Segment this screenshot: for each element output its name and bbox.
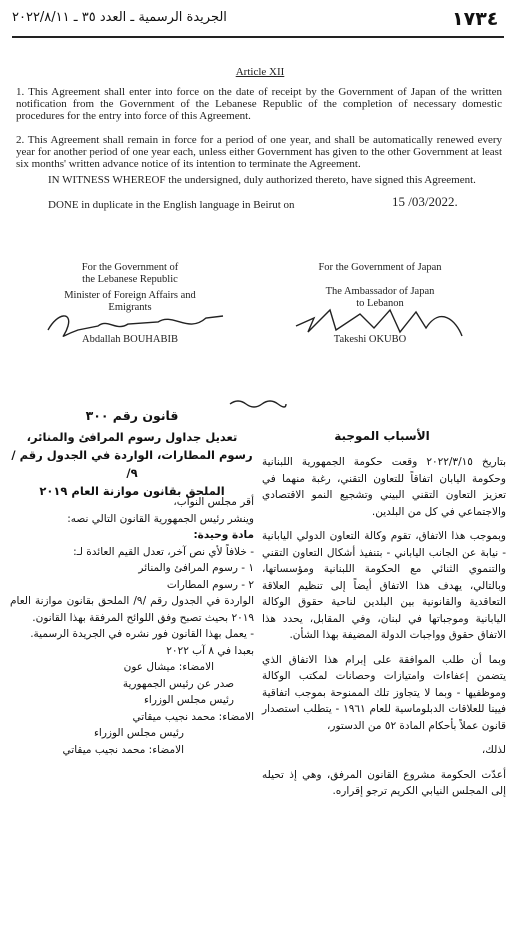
article-heading: Article XII (235, 66, 285, 78)
reasons-body (262, 454, 506, 800)
law-title (10, 428, 254, 500)
witness-clause: IN WITNESS WHEREOF the undersigned, duly authorized thereto, have signed this Agreement. (48, 174, 476, 186)
treaty-paragraph-1: 1. This Agreement shall enter into force on the date of receipt by the Government of Japan of the written notification from the Government of the Lebanese Republic of the completion of necessary domestic procedures for the entry into force of this Agreement. (16, 86, 502, 122)
signatory-lebanon (30, 262, 230, 314)
law-body (10, 494, 254, 758)
signatory-japan-line2: The Ambassador of Japan (325, 286, 435, 297)
signatory-lebanon-name: Abdallah BOUHABIB (82, 334, 178, 345)
law-effective: - يعمل بهذا القانون فور نشره في الجريدة الرسمية. (30, 628, 254, 640)
law-pm-sig: الامضاء: محمد نجيب ميقاتي (132, 710, 254, 723)
law-title-line3: الملحق بقانون موازنة العام ٢٠١٩ (39, 484, 225, 498)
reasons-paragraph-5: أعدّت الحكومة مشروع القانون المرفق، وهي إذ تحيله إلى المجلس النيابي الكريم ترجو إقراره. (262, 768, 506, 797)
signatory-lebanon-line1: For the Government of (81, 262, 179, 273)
law-title-line1: تعديل جداول رسوم المرافئ والمنائر، (26, 430, 238, 444)
law-sig-president: الامضاء: ميشال عون (123, 661, 214, 673)
signatory-lebanon-line3: Minister of Foreign Affairs and (64, 290, 196, 301)
law-clause: - خلافاً لأي نص آخر، تعدل القيم العائدة لـ: (73, 545, 254, 558)
reasons-paragraph-4: لذلك، (481, 744, 506, 756)
signatory-japan-line1: For the Government of Japan (318, 262, 442, 273)
signatory-lebanon-line4: Emigrants (108, 302, 152, 313)
signatory-lebanon-line2: the Lebanese Republic (82, 274, 178, 285)
law-item-1: ١ - رسوم المرافئ والمنائر (138, 562, 254, 574)
reasons-heading: الأسباب الموجبة (334, 429, 430, 443)
treaty-paragraph-2: 2. This Agreement shall remain in force for a period of one year, and shall be automatically renewed every year for another period of one year each, unless either Government has given to the other Government at least six months' written advance notice of its intention to terminate the Agreement. (16, 134, 502, 170)
signatory-japan-line3: to Lebanon (356, 298, 404, 309)
law-pm-sig-2: الامضاء: محمد نجيب ميقاتي (62, 743, 184, 756)
law-pm-title: رئيس مجلس الوزراء (143, 694, 234, 706)
reasons-paragraph-2: وبموجب هذا الاتفاق، تقوم وكالة التعاون الدولي اليابانية - نيابة عن الجانب الياباني - بتنفيذ أشكال التعاون التقني والتنموي الثنائي مع الحكومة اللبنانية ومؤسساتها، وبالتالي، يهدف هذا الاتفاق أيضاً إلى تنظيم العلاقة التعاقدية والقانونية بين البلدين لناحية حقوق الوكالة اليابانية وموجباتها في لبنان، وفي المقابل، يحدد هذا الاتفاق حقوق وواجبات الدولة المضيفة بهذا الشأن. (262, 530, 506, 641)
page-number: ١٧٣٤ (452, 8, 499, 30)
done-clause: DONE in duplicate in the English language in Beirut on (48, 199, 295, 211)
law-pm-title-2: رئيس مجلس الوزراء (93, 727, 184, 739)
done-date: 15 /03/2022. (392, 194, 458, 209)
reasons-paragraph-1: بتاريخ ٢٠٢٢/٣/١٥ وقعت حكومة الجمهورية اللبنانية وحكومة اليابان اتفاقاً للتعاون التقني، رغبة منهما في تعزيز التعاون التقني البيني وتشجيع النمو الاقتصادي والاجتماعي في كل من البلدين. (262, 456, 506, 518)
law-issued-by: صدر عن رئيس الجمهورية (122, 677, 234, 690)
law-adopted: أقر مجلس النواب، (173, 496, 254, 508)
law-promulgates: وينشر رئيس الجمهورية القانون التالي نصه: (67, 512, 254, 525)
header-rule (12, 36, 504, 38)
law-number: قانون رقم ٣٠٠ (85, 408, 179, 423)
law-title-line2: رسوم المطارات، الواردة في الجدول رقم /٩/ (11, 448, 253, 480)
publication-title: الجريدة الرسمية ـ العدد ٣٥ ـ ٢٠٢٢/٨/١١ (12, 10, 227, 25)
reasons-paragraph-3: وبما أن طلب الموافقة على إبرام هذا الاتفاق الذي يتضمن إعفاءات وامتيازات وحصانات لمكتب الوكالة وموظفيها - وبما لا يتجاوز تلك الممنوحة بموجب اتفاقية فيينا للعلاقات الدبلوماسية للعام ١٩٦١ - يتطلب استصدار قانون عملاً بأحكام المادة ٥٢ من الدستور، (262, 653, 507, 732)
law-item-2: ٢ - رسوم المطارات (166, 578, 254, 591)
signatory-japan-name: Takeshi OKUBO (333, 334, 407, 345)
law-single-article: مادة وحيدة: (193, 529, 254, 541)
law-date: بعبدا في ٨ آب ٢٠٢٢ (166, 644, 254, 657)
law-amend: الواردة في الجدول رقم /٩/ الملحق بقانون موازنة العام ٢٠١٩ بحيث تصبح وفق اللوائح المرفقة بهذا القانون. (10, 595, 254, 624)
